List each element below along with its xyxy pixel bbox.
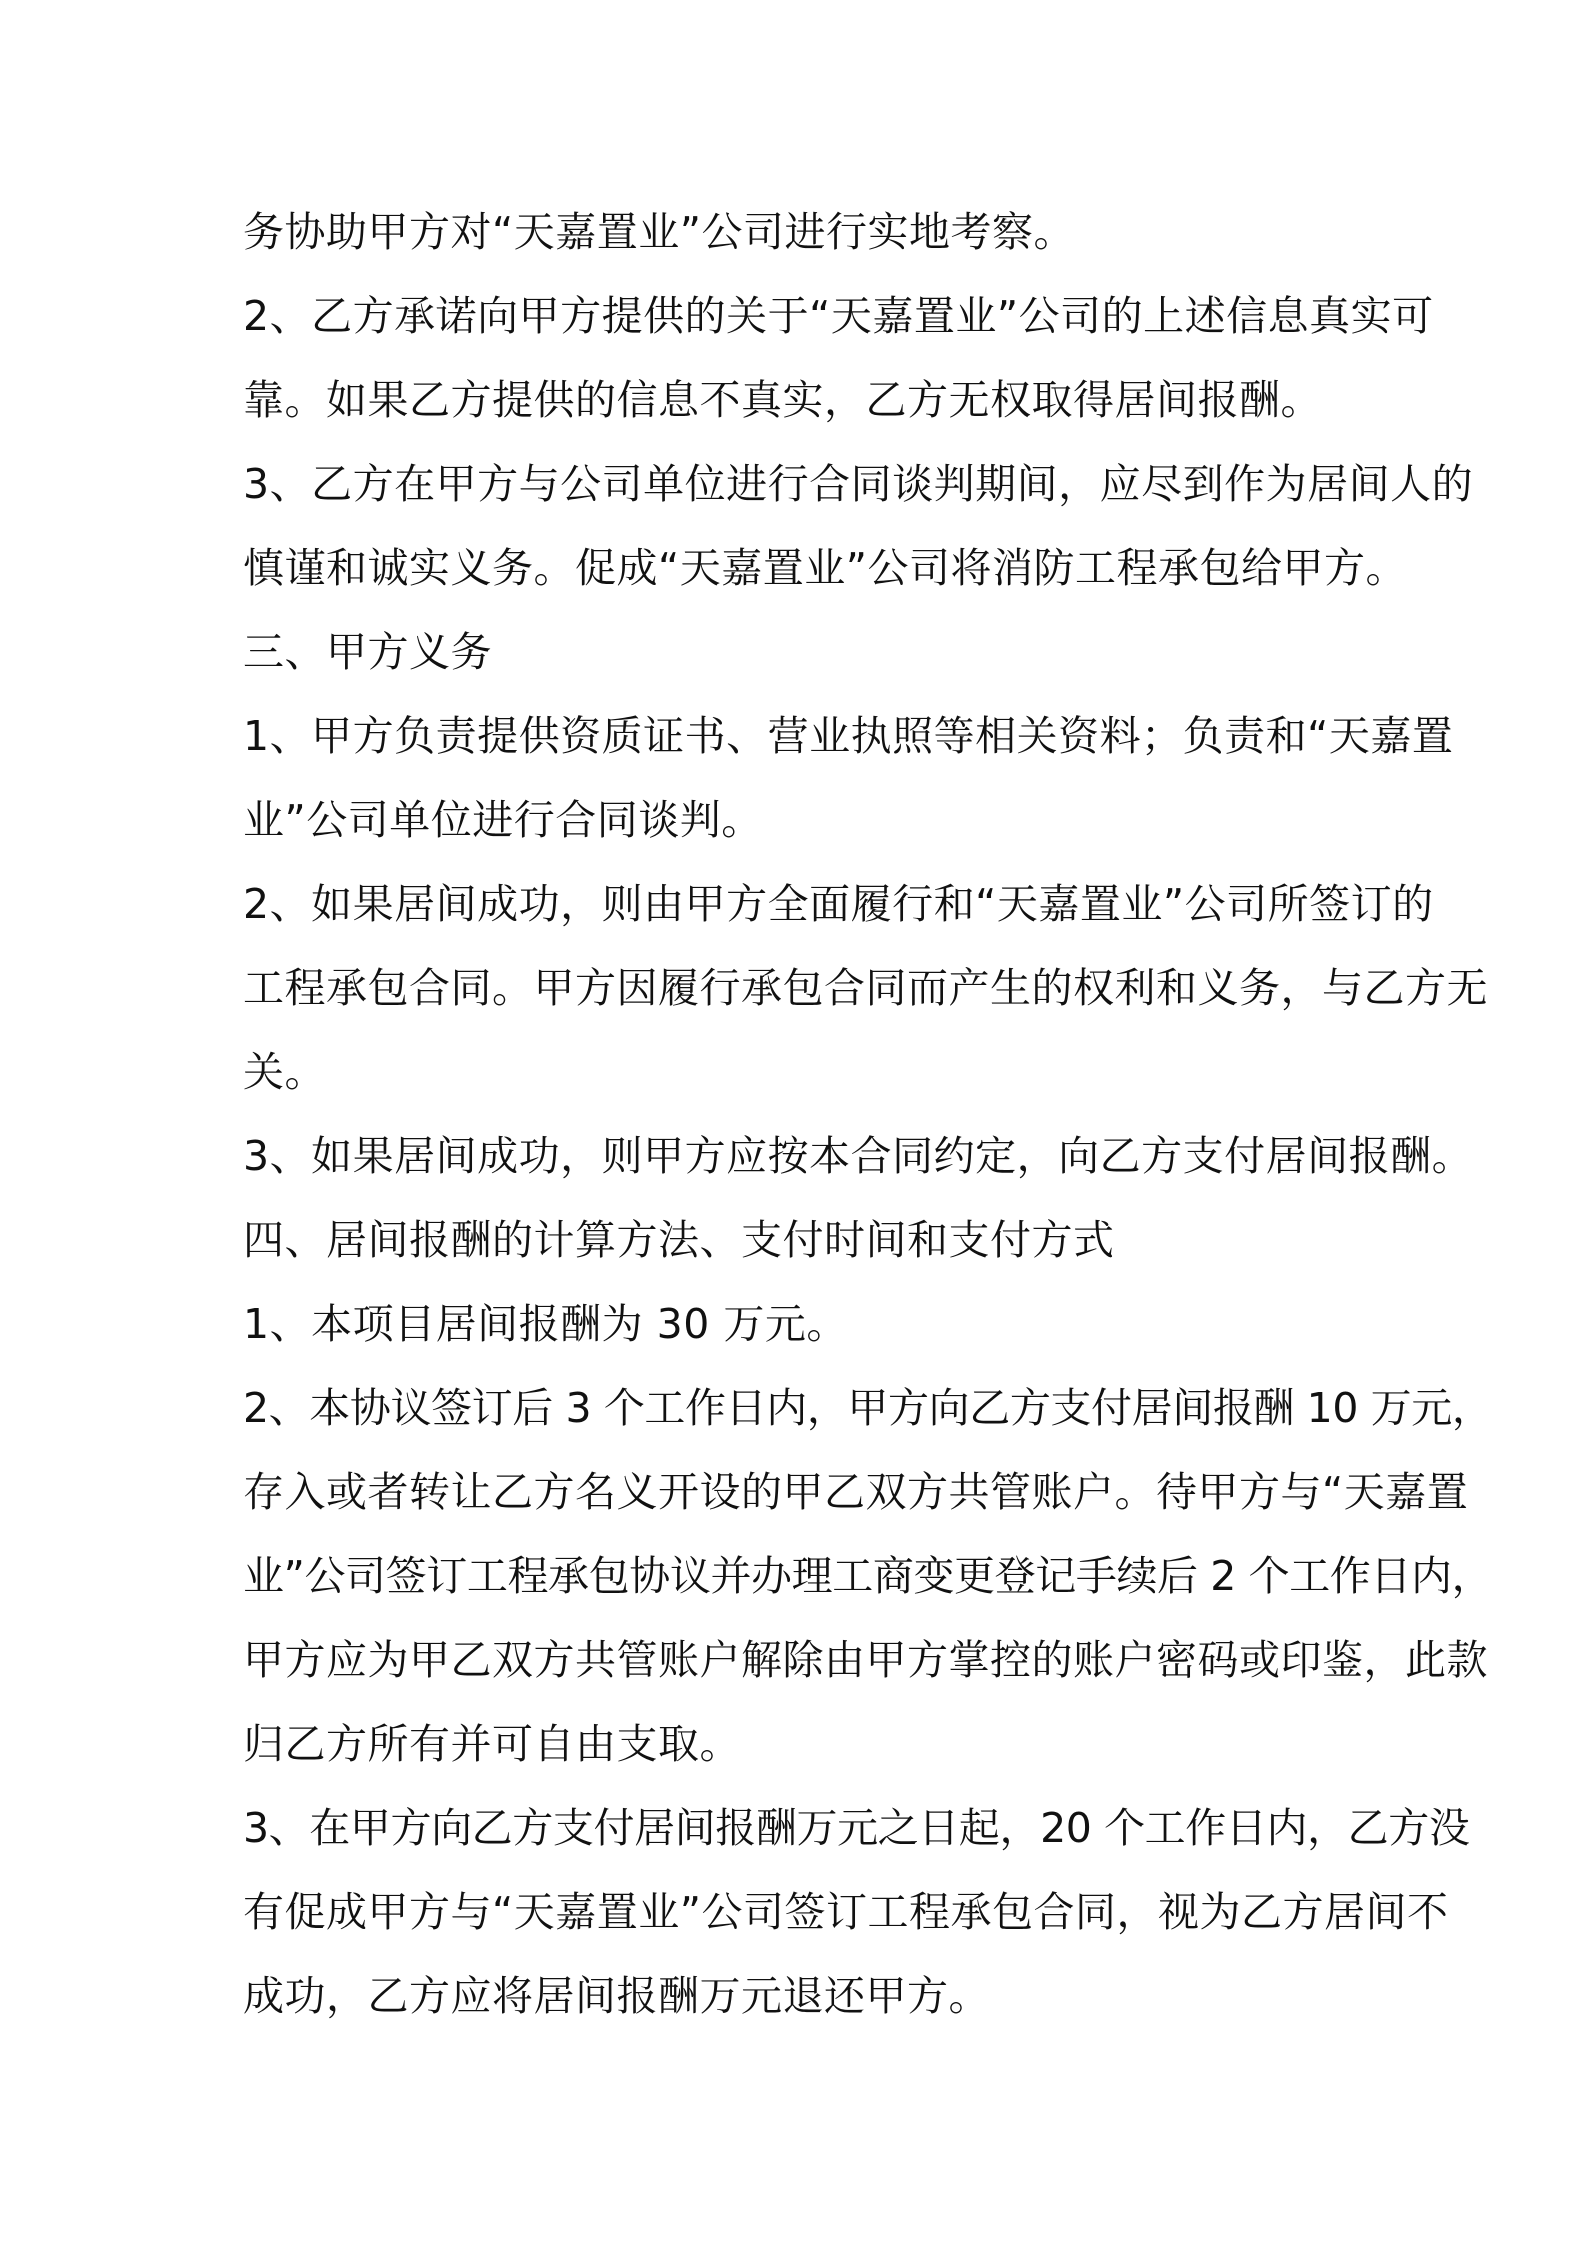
- text-line: 3、在甲方向乙方支付居间报酬万元之日起，20 个工作日内，乙方没: [243, 1804, 1470, 1852]
- section-heading: 四、居间报酬的计算方法、支付时间和支付方式: [243, 1216, 1115, 1264]
- text-line: 业”公司单位进行合同谈判。: [243, 796, 763, 844]
- text-line: 成功，乙方应将居间报酬万元退还甲方。: [243, 1972, 990, 2020]
- text-line: 1、甲方负责提供资质证书、营业执照等相关资料；负责和“天嘉置: [243, 712, 1454, 760]
- text-line: 工程承包合同。甲方因履行承包合同而产生的权利和义务，与乙方无: [243, 964, 1488, 1012]
- text-line: 3、乙方在甲方与公司单位进行合同谈判期间，应尽到作为居间人的: [243, 460, 1474, 508]
- text-line: 3、如果居间成功，则甲方应按本合同约定，向乙方支付居间报酬。: [243, 1132, 1474, 1180]
- document-body: [243, 190, 1493, 2038]
- text-line: 2、本协议签订后 3 个工作日内，甲方向乙方支付居间报酬 10 万元，: [243, 1384, 1493, 1432]
- text-line: 2、如果居间成功，则由甲方全面履行和“天嘉置业”公司所签订的: [243, 880, 1434, 928]
- text-line: 归乙方所有并可自由支取。: [243, 1720, 741, 1768]
- text-line: 慎谨和诚实义务。促成“天嘉置业”公司将消防工程承包给甲方。: [243, 544, 1407, 592]
- text-line: 关。: [243, 1048, 326, 1096]
- text-line: 甲方应为甲乙双方共管账户解除由甲方掌控的账户密码或印鉴，此款: [243, 1636, 1488, 1684]
- text-line: 务协助甲方对“天嘉置业”公司进行实地考察。: [243, 208, 1075, 256]
- text-line: 2、乙方承诺向甲方提供的关于“天嘉置业”公司的上述信息真实可: [243, 292, 1434, 340]
- text-line: 业”公司签订工程承包协议并办理工商变更登记手续后 2 个工作日内，: [243, 1552, 1493, 1600]
- text-line: 1、本项目居间报酬为 30 万元。: [243, 1300, 848, 1348]
- text-line: 存入或者转让乙方名义开设的甲乙双方共管账户。待甲方与“天嘉置: [243, 1468, 1469, 1516]
- text-line: 靠。如果乙方提供的信息不真实，乙方无权取得居间报酬。: [243, 376, 1322, 424]
- section-heading: 三、甲方义务: [243, 628, 492, 676]
- text-line: 有促成甲方与“天嘉置业”公司签订工程承包合同，视为乙方居间不: [243, 1888, 1449, 1936]
